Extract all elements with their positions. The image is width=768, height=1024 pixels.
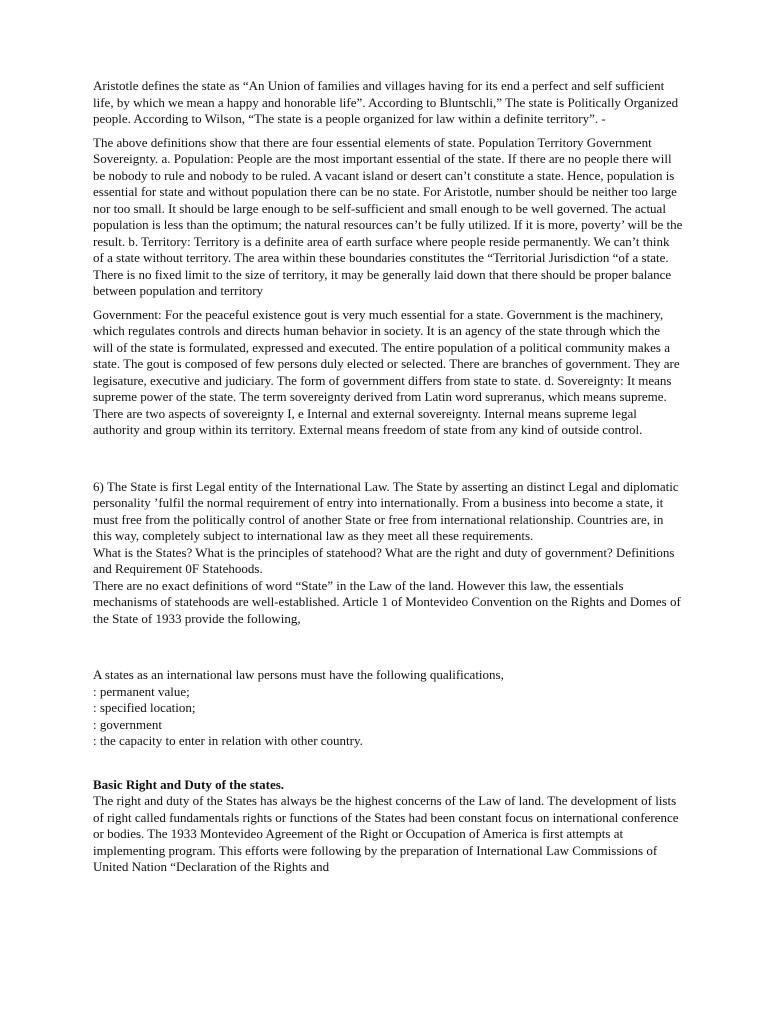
qualification-item: : the capacity to enter in relation with other country. <box>93 733 363 748</box>
section-heading: Basic Right and Duty of the states. <box>93 776 285 792</box>
paragraph-definitions: Aristotle defines the state as “An Union of families and villages having for its end a perfect and self sufficient life, by which we mean a happy and honorable life”. According to Bluntschli,” The state is Politically Organized people. According to Wilson, “The state is a people organized for law within a definite territory”. - <box>93 78 679 126</box>
qualification-item: : specified location; <box>93 700 196 715</box>
qualification-item: : permanent value; <box>93 683 190 699</box>
paragraph-rights-duties: The right and duty of the States has always be the highest concerns of the Law of land. The development of lists of right called fundamentals rights or functions of the States had been constant focus on international conference or bodies. The 1933 Montevideo Agreement of the Right or Occupation of America is first attempts at implementing program. This efforts were following by the preparation of International Law Commissions of United Nation “Declaration of the Rights and <box>93 793 679 874</box>
paragraph-elements: The above definitions show that there are four essential elements of state. Population Territory Government Sovereignty. a. Population: People are the most important essential of the state. If there are no people there will be nobody to rule and nobody to be ruled. A vacant island or desert can’t constitute a state. Hence, population is essential for state and without population there can be no state. For Aristotle, number should be neither too large nor too small. It should be large enough to be self-sufficient and small enough to be well governed. The actual population is less than the optimum; the natural resources can’t be fully utilized. If it is more, poverty’ will be the result. b. Territory: Territory is a definite area of earth surface where people reside permanently. We can’t think of a state without territory. The area within these boundaries constitutes the “Territorial Jurisdiction “of a state. There is no fixed limit to the size of territory, it may be generally laid down that there should be proper balance between population and territory <box>93 134 683 298</box>
paragraph-montevideo: There are no exact definitions of word “State” in the Law of the land. However this law, the essentials mechanisms of statehoods are well-established. Article 1 of Montevideo Convention on the Rights and Domes of the State of 1933 provide the following, <box>93 577 681 626</box>
qualification-item: : government <box>93 716 162 732</box>
qualifications-intro: A states as an international law persons must have the following qualifications, <box>93 667 504 682</box>
paragraph-legal-entity: 6) The State is first Legal entity of the International Law. The State by asserting an distinct Legal and diplomatic personality ’fulfil the normal requirement of entry into internationally. From a business into become a state, it must free from the politically control of another State or free from international relationship. Countries are, in this way, completely subject to international law as they meet all these requirements. <box>93 478 679 543</box>
paragraph-questions: What is the States? What is the principles of statehood? What are the right and duty of government? Definitions and Requirement 0F Statehoods. <box>93 544 675 576</box>
document-page <box>93 78 683 876</box>
paragraph-government: Government: For the peaceful existence gout is very much essential for a state. Government is the machinery, which regulates controls and directs human behavior in society. It is an agency of the state through which the will of the state is formulated, expressed and executed. The entire population of a political community makes a state. The gout is composed of few persons duly elected or selected. There are branches of government. They are legisature, executive and judiciary. The form of government differs from state to state. d. Sovereignty: It means supreme power of the state. The term sovereignty derived from Latin word supreranus, which means supreme. There are two aspects of sovereignty I, e Internal and external sovereignty. Internal means supreme legal authority and group within its territory. External means freedom of state from any kind of outside control. <box>93 306 680 437</box>
